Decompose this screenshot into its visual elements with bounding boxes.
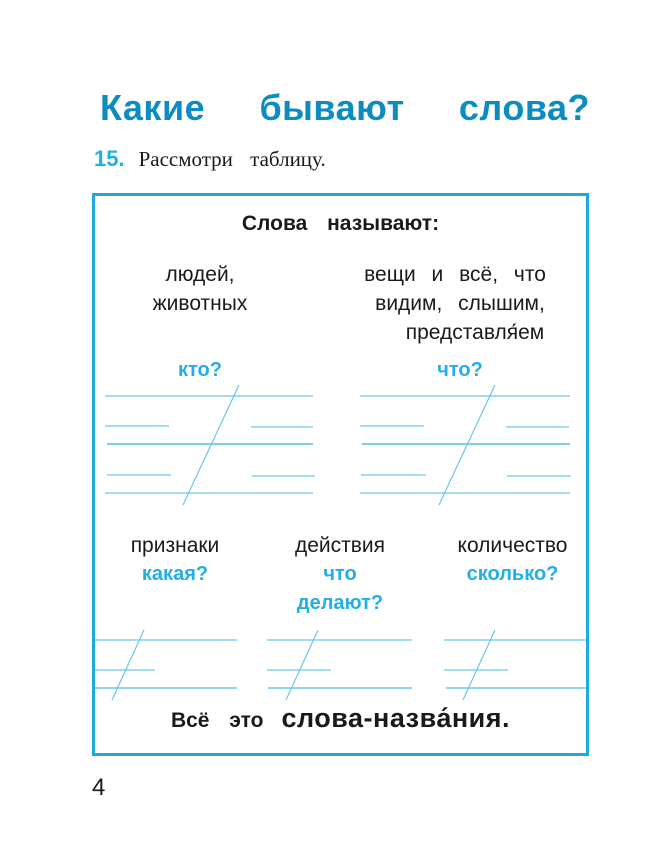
question-which bbox=[105, 560, 245, 589]
table-heading: Слова называют: bbox=[241, 212, 440, 235]
exercise-number: 15. bbox=[94, 146, 125, 171]
category-line: видим, слышим, bbox=[375, 292, 545, 315]
category-line: представля́ем bbox=[405, 321, 545, 344]
question-who: кто? bbox=[178, 359, 222, 381]
category-quantity: количество bbox=[457, 534, 568, 557]
question-line: что bbox=[323, 563, 357, 585]
question-line: делают? bbox=[296, 592, 384, 614]
category-line: людей, bbox=[165, 263, 235, 286]
question-what: что? bbox=[437, 359, 483, 381]
writing-lines-what[interactable] bbox=[360, 385, 571, 505]
title-word-2: бывают bbox=[259, 87, 405, 128]
category-line: вещи и всё, что bbox=[364, 263, 546, 286]
page-number: 4 bbox=[92, 774, 106, 801]
category-attributes: признаки bbox=[130, 534, 220, 557]
category-actions: действия bbox=[294, 534, 386, 557]
word-types-table bbox=[92, 193, 589, 756]
exercise-header bbox=[94, 146, 326, 176]
title-word-3: слова? bbox=[458, 87, 590, 128]
category-line: животных bbox=[152, 292, 248, 315]
category-people-animals bbox=[135, 260, 265, 318]
question-how-many bbox=[440, 560, 585, 589]
category-things bbox=[330, 260, 580, 347]
question-line: сколько? bbox=[466, 563, 559, 585]
writing-lines-who[interactable] bbox=[105, 385, 315, 505]
question-line: какая? bbox=[141, 563, 209, 585]
writing-lines-what-do[interactable] bbox=[267, 630, 412, 700]
writing-lines-which[interactable] bbox=[95, 630, 237, 700]
exercise-instruction: Рассмотри таблицу. bbox=[138, 147, 326, 171]
summary-line bbox=[95, 703, 586, 734]
title-word-1: Какие bbox=[100, 87, 206, 128]
writing-lines-how-many[interactable] bbox=[444, 630, 586, 700]
summary-lead: Всё это bbox=[170, 709, 264, 732]
page-title bbox=[100, 82, 590, 134]
question-what-do bbox=[270, 560, 410, 618]
summary-emphasis: слова-назва́ния. bbox=[281, 703, 511, 733]
